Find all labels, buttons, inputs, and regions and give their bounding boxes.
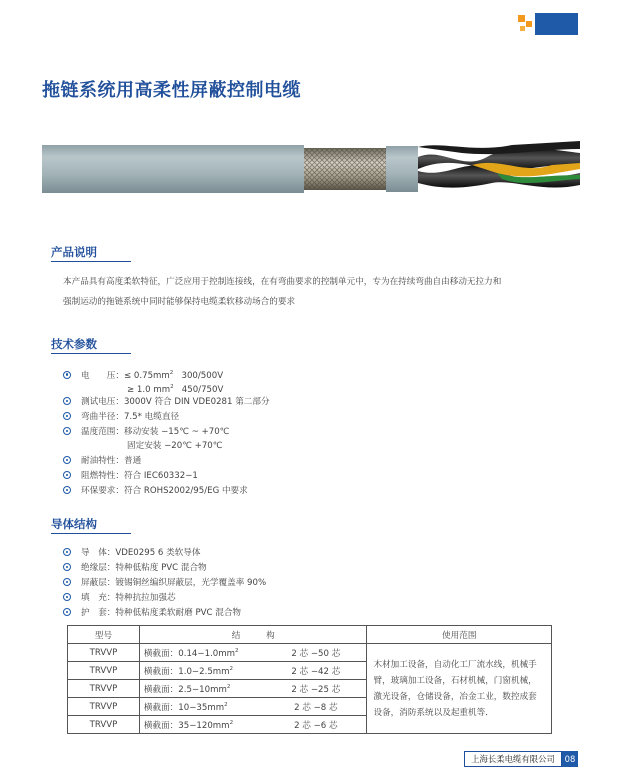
page-number: 08 (562, 751, 578, 767)
bullet-icon (63, 548, 71, 556)
bullet-icon (63, 456, 71, 464)
header-type: 型号 (68, 626, 140, 644)
spec-temperature-fixed: 固定安装 −20℃ +70℃ (127, 441, 223, 451)
table-row: TRVVP 横截面：$2.5-10mm^2$ 2 芯 −25 芯 (68, 680, 552, 698)
bullet-icon (63, 397, 71, 405)
section-underline (51, 533, 131, 534)
bullet-icon (63, 593, 71, 601)
table-row: TRVVP 横截面：$10-35mm^2$ 2 芯 −8 芯 (68, 698, 552, 716)
header-structure: 结 构 (139, 626, 367, 644)
bullet-icon (63, 427, 71, 435)
spec-bend-radius: 弯曲半径：7.5* 电缆直径 (63, 410, 179, 424)
company-name: 上海长柔电缆有限公司 (464, 751, 562, 767)
spec-flame: 阻燃特性：符合 IEC60332−1 (63, 469, 198, 483)
section-heading-structure: 导体结构 (51, 517, 97, 531)
bullet-icon (63, 471, 71, 479)
header-usage: 使用范围 (367, 626, 552, 644)
structure-shield: 屏蔽层：镀锡铜丝编织屏蔽层，光学覆盖率 90% (63, 576, 266, 590)
page-title: 拖链系统用高柔性屏蔽控制电缆 (42, 80, 301, 101)
structure-jacket: 护 套：特种低粘度柔软耐磨 PVC 混合物 (63, 606, 241, 620)
structure-filler: 填 充：特种抗拉加强芯 (63, 591, 176, 605)
section-heading-description: 产品说明 (51, 245, 97, 259)
structure-conductor: 导 体：VDE0295 6 类软导体 (63, 546, 200, 560)
spec-temperature: 温度范围：移动安装 −15℃ ~ +70℃ (63, 425, 229, 439)
company-logo (518, 13, 578, 35)
section-underline (51, 353, 131, 354)
bullet-icon (63, 412, 71, 420)
bullet-icon (63, 563, 71, 571)
usage-cell: 木材加工设备，自动化工厂流水线，机械手臂，玻璃加工设备，石材机械，门窗机械，激光设备，仓储设备，冶金工业，数控成套设备，消防系统以及起重机等． (367, 644, 552, 734)
bullet-icon (63, 371, 71, 379)
table-row: TRVVP 横截面：$1.0-2.5mm^2$ 2 芯 −42 芯 (68, 662, 552, 680)
section-heading-tech: 技术参数 (51, 337, 97, 351)
description-line: 强制运动的拖链系统中同时能够保持电缆柔软移动场合的要求 (63, 297, 296, 307)
bullet-icon (63, 608, 71, 616)
table-row: TRVVP 横截面：$0.14-1.0mm^2$ 2 芯 −50 芯 木材加工设备，自动化工厂流水线，机械手臂，玻璃加工设备，石材机械，门窗机械，激光设备，仓储设备，冶金工业，数控成套设备，消防系统以及起重机等． (68, 644, 552, 662)
spec-oil: 耐油特性：普通 (63, 454, 141, 468)
spec-table (67, 625, 552, 734)
spec-environment: 环保要求：符合 ROHS2002/95/EG 中要求 (63, 484, 248, 498)
structure-insulation: 绝缘层：特种低粘度 PVC 混合物 (63, 561, 207, 575)
spec-voltage-2: ≥ 1.0 $mm^2$ 450/750V (127, 384, 224, 395)
table-row: TRVVP 横截面：$35-120mm^2$ 2 芯 −6 芯 (68, 716, 552, 734)
table-header-row (68, 626, 552, 644)
description-paragraph (63, 272, 563, 312)
bullet-icon (63, 486, 71, 494)
spec-test-voltage: 测试电压：3000V 符合 DIN VDE0281 第二部分 (63, 395, 270, 409)
cable-image (42, 135, 580, 200)
spec-voltage: 电 压：≤ $0.75mm^2$ 300/500V (63, 366, 223, 380)
bullet-icon (63, 578, 71, 586)
description-line: 本产品具有高度柔软特征，广泛应用于控制连接线，在有弯曲要求的控制单元中，专为在持续弯曲自由移动无拉力和 (63, 277, 502, 287)
section-underline (51, 261, 131, 262)
